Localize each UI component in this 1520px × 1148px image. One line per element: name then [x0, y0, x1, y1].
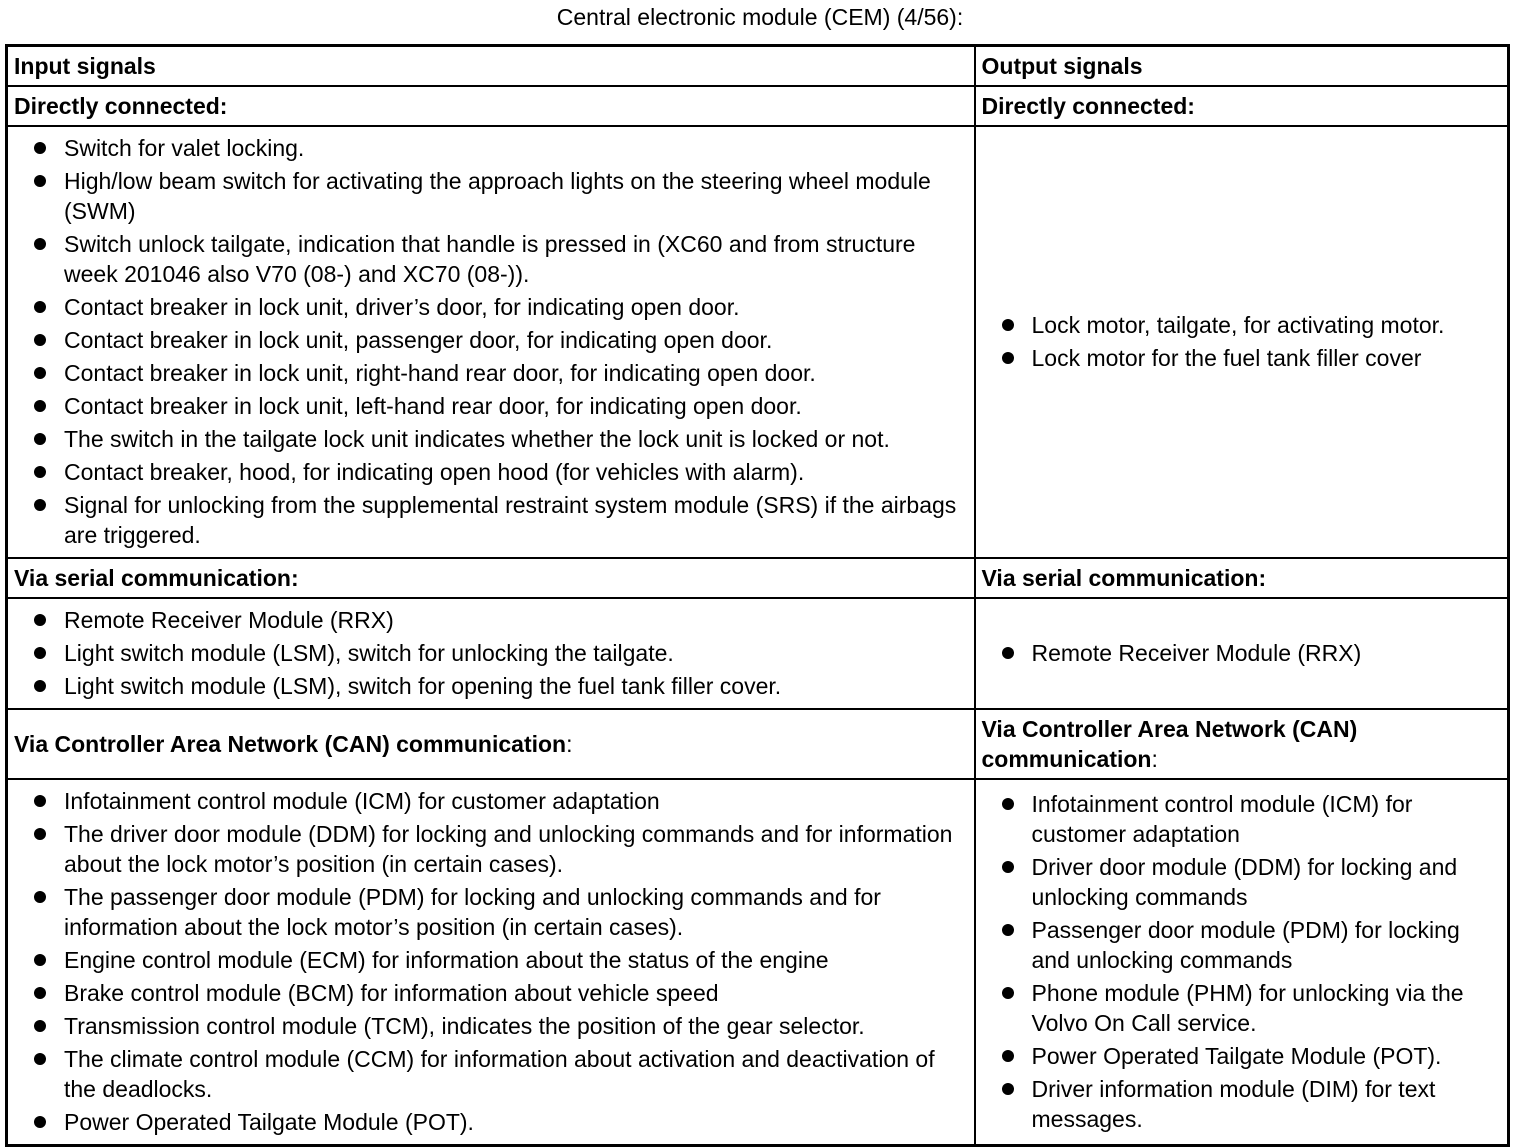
list-item [14, 1107, 968, 1137]
list-item [982, 1041, 1502, 1071]
list-item-text: Infotainment control module (ICM) for customer adaptation [1031, 791, 1413, 847]
can-input-label [7, 709, 975, 779]
header-row [7, 46, 1509, 87]
list-item-text: Remote Receiver Module (RRX) [1031, 640, 1362, 666]
bullet-icon [34, 367, 46, 379]
list-item-text: The switch in the tailgate lock unit indicates whether the lock unit is locked or not. [64, 426, 890, 452]
serial-outputs-cell [975, 598, 1509, 709]
bullet-icon [1002, 861, 1014, 873]
serial-label-row [7, 558, 1509, 598]
list-item-text: The passenger door module (PDM) for locking and unlocking commands and for information about the lock motor’s position (in certain cases). [64, 884, 881, 940]
list-item-text: Contact breaker in lock unit, right-hand rear door, for indicating open door. [64, 360, 816, 386]
can-content-row [7, 779, 1509, 1146]
list-item-text: Remote Receiver Module (RRX) [64, 607, 394, 633]
list-item [14, 229, 968, 289]
list-item [14, 978, 968, 1008]
serial-content-row [7, 598, 1509, 709]
list-item-text: Power Operated Tailgate Module (POT). [64, 1109, 474, 1135]
list-item [982, 915, 1502, 975]
bullet-icon [34, 499, 46, 511]
list-item [14, 292, 968, 322]
list-item [14, 605, 968, 635]
list-item-text: Lock motor for the fuel tank filler cover [1031, 345, 1422, 371]
list-item [982, 852, 1502, 912]
can-output-label-colon: : [1151, 746, 1158, 772]
list-item [14, 882, 968, 942]
bullet-icon [34, 987, 46, 999]
list-item [14, 457, 968, 487]
bullet-icon [34, 466, 46, 478]
list-item [982, 638, 1502, 668]
can-inputs-list [14, 780, 968, 1144]
direct-outputs-list [982, 304, 1502, 380]
list-item [982, 1074, 1502, 1134]
signals-table [5, 44, 1510, 1147]
list-item [982, 978, 1502, 1038]
bullet-icon [34, 828, 46, 840]
serial-inputs-cell [7, 598, 975, 709]
list-item-text: High/low beam switch for activating the approach lights on the steering wheel module (SWM) [64, 168, 931, 224]
list-item-text: Lock motor, tailgate, for activating motor. [1031, 312, 1445, 338]
can-inputs-cell [7, 779, 975, 1146]
list-item [14, 490, 968, 550]
bullet-icon [34, 1116, 46, 1128]
direct-content-row [7, 126, 1509, 558]
list-item [14, 424, 968, 454]
direct-inputs-cell [7, 126, 975, 558]
serial-input-label: Via serial communication: [7, 558, 975, 598]
bullet-icon [34, 647, 46, 659]
list-item-text: Power Operated Tailgate Module (POT). [1031, 1043, 1442, 1069]
list-item [14, 819, 968, 879]
list-item [14, 325, 968, 355]
bullet-icon [34, 433, 46, 445]
list-item-text: The driver door module (DDM) for locking and unlocking commands and for information about the lock motor’s position (in certain cases). [64, 821, 953, 877]
list-item-text: Contact breaker in lock unit, passenger door, for indicating open door. [64, 327, 773, 353]
list-item [982, 310, 1502, 340]
list-item [982, 789, 1502, 849]
list-item-text: Driver door module (DDM) for locking and unlocking commands [1031, 854, 1458, 910]
list-item [982, 343, 1502, 373]
list-item-text: Phone module (PHM) for unlocking via the Volvo On Call service. [1031, 980, 1464, 1036]
list-item-text: Driver information module (DIM) for text messages. [1031, 1076, 1436, 1132]
list-item-text: Signal for unlocking from the supplemental restraint system module (SRS) if the airbags are triggered. [64, 492, 957, 548]
bullet-icon [34, 891, 46, 903]
bullet-icon [34, 238, 46, 250]
list-item-text: Contact breaker in lock unit, left-hand rear door, for indicating open door. [64, 393, 802, 419]
bullet-icon [34, 795, 46, 807]
list-item-text: Contact breaker in lock unit, driver’s door, for indicating open door. [64, 294, 740, 320]
can-output-label-text: Via Controller Area Network (CAN) communication [981, 716, 1358, 772]
can-input-label-colon: : [566, 731, 573, 757]
list-item-text: The climate control module (CCM) for information about activation and deactivation of the deadlocks. [64, 1046, 935, 1102]
list-item-text: Contact breaker, hood, for indicating open hood (for vehicles with alarm). [64, 459, 805, 485]
bullet-icon [34, 614, 46, 626]
list-item [14, 358, 968, 388]
bullet-icon [1002, 798, 1014, 810]
list-item-text: Brake control module (BCM) for information about vehicle speed [64, 980, 719, 1006]
direct-input-label: Directly connected: [7, 86, 975, 126]
input-signals-header: Input signals [7, 46, 975, 87]
bullet-icon [1002, 1050, 1014, 1062]
bullet-icon [1002, 1083, 1014, 1095]
bullet-icon [1002, 987, 1014, 999]
serial-inputs-list [14, 599, 968, 708]
list-item [14, 1044, 968, 1104]
list-item-text: Switch unlock tailgate, indication that handle is pressed in (XC60 and from structure week 201046 also V70 (08-) and XC70 (08-)). [64, 231, 916, 287]
bullet-icon [34, 954, 46, 966]
can-outputs-cell [975, 779, 1509, 1146]
bullet-icon [34, 334, 46, 346]
list-item [14, 391, 968, 421]
bullet-icon [34, 1020, 46, 1032]
list-item [14, 133, 968, 163]
list-item [14, 945, 968, 975]
page-title: Central electronic module (CEM) (4/56): [556, 4, 964, 30]
list-item-text: Switch for valet locking. [64, 135, 305, 161]
list-item [14, 671, 968, 701]
list-item-text: Light switch module (LSM), switch for opening the fuel tank filler cover. [64, 673, 782, 699]
serial-outputs-list [982, 632, 1502, 675]
bullet-icon [34, 680, 46, 692]
list-item [14, 1011, 968, 1041]
bullet-icon [34, 142, 46, 154]
can-input-label-text: Via Controller Area Network (CAN) communication [14, 731, 567, 757]
bullet-icon [34, 301, 46, 313]
bullet-icon [1002, 319, 1014, 331]
list-item-text: Passenger door module (PDM) for locking and unlocking commands [1031, 917, 1460, 973]
can-output-label [975, 709, 1509, 779]
bullet-icon [1002, 647, 1014, 659]
direct-outputs-cell [975, 126, 1509, 558]
bullet-icon [34, 1053, 46, 1065]
output-signals-header: Output signals [975, 46, 1509, 87]
list-item-text: Light switch module (LSM), switch for unlocking the tailgate. [64, 640, 674, 666]
can-label-row [7, 709, 1509, 779]
list-item [14, 638, 968, 668]
list-item [14, 166, 968, 226]
list-item-text: Infotainment control module (ICM) for customer adaptation [64, 788, 660, 814]
list-item [14, 786, 968, 816]
bullet-icon [34, 400, 46, 412]
list-item-text: Engine control module (ECM) for information about the status of the engine [64, 947, 829, 973]
serial-output-label: Via serial communication: [975, 558, 1509, 598]
bullet-icon [1002, 352, 1014, 364]
direct-inputs-list [14, 127, 968, 557]
bullet-icon [34, 175, 46, 187]
list-item-text: Transmission control module (TCM), indicates the position of the gear selector. [64, 1013, 865, 1039]
can-outputs-list [982, 783, 1502, 1141]
bullet-icon [1002, 924, 1014, 936]
direct-label-row [7, 86, 1509, 126]
direct-output-label: Directly connected: [975, 86, 1509, 126]
